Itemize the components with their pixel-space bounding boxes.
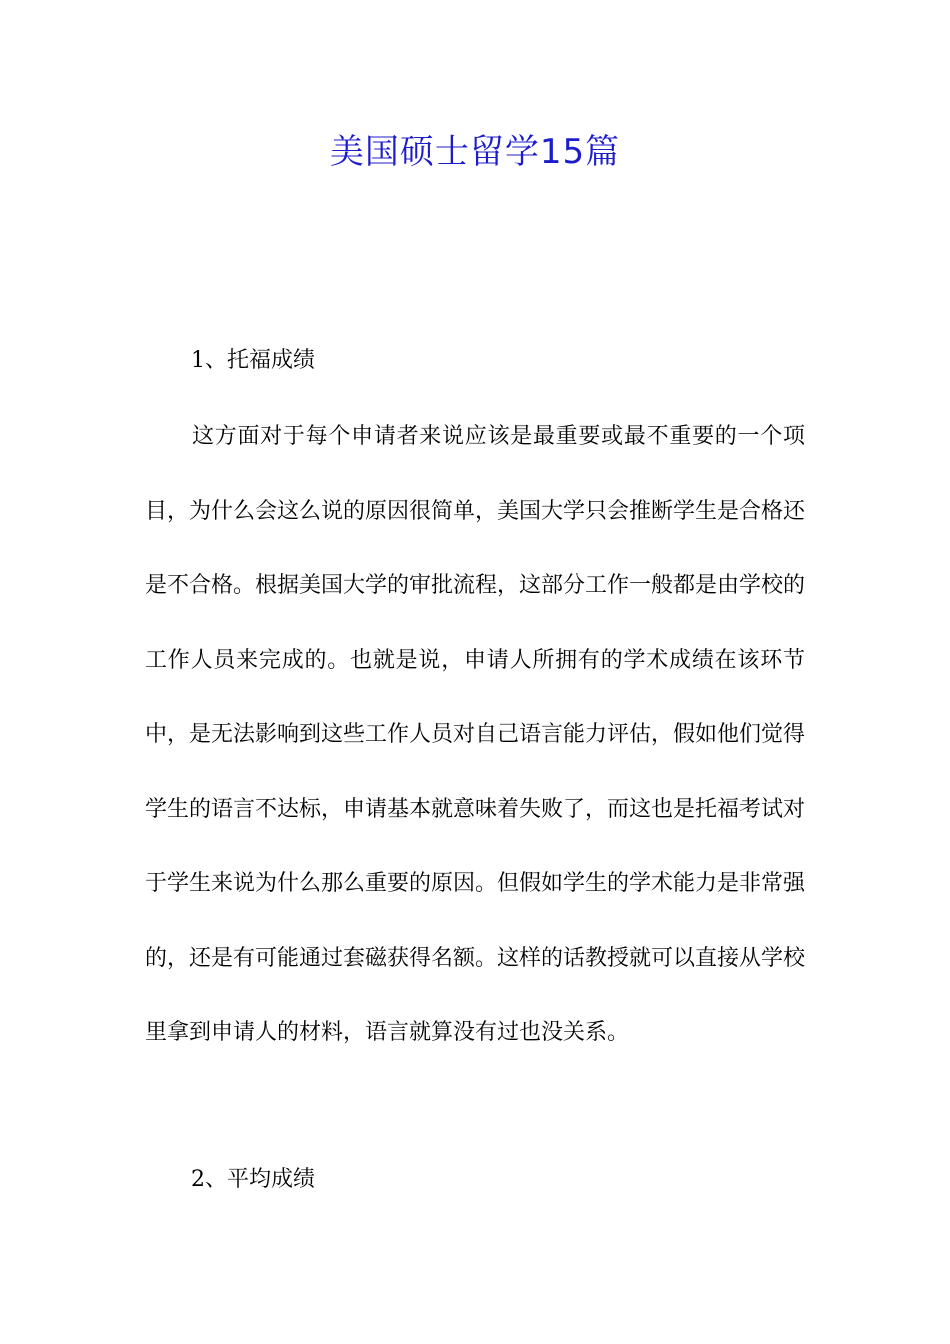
section-paragraph-toefl: 这方面对于每个申请者来说应该是最重要或最不重要的一个项目，为什么会这么说的原因很简单，美国大学只会推断学生是合格还是不合格。根据美国大学的审批流程，这部分工作一般都是由学校的工作人员来完成的。也就是说，申请人所拥有的学术成绩在该环节中，是无法影响到这些工作人员对自己语言能力评估，假如他们觉得学生的语言不达标，申请基本就意味着失败了，而这也是托福考试对于学生来说为什么那么重要的原因。但假如学生的学术能力是非常强的，还是有可能通过套磁获得名额。这样的话教授就可以直接从学校里拿到申请人的材料，语言就算没有过也没关系。	[145, 424, 806, 1045]
section-heading-toefl: 1、托福成绩	[191, 348, 315, 373]
section-heading-gpa: 2、平均成绩	[191, 1167, 315, 1192]
document-title: 美国硕士留学15篇	[329, 132, 621, 172]
